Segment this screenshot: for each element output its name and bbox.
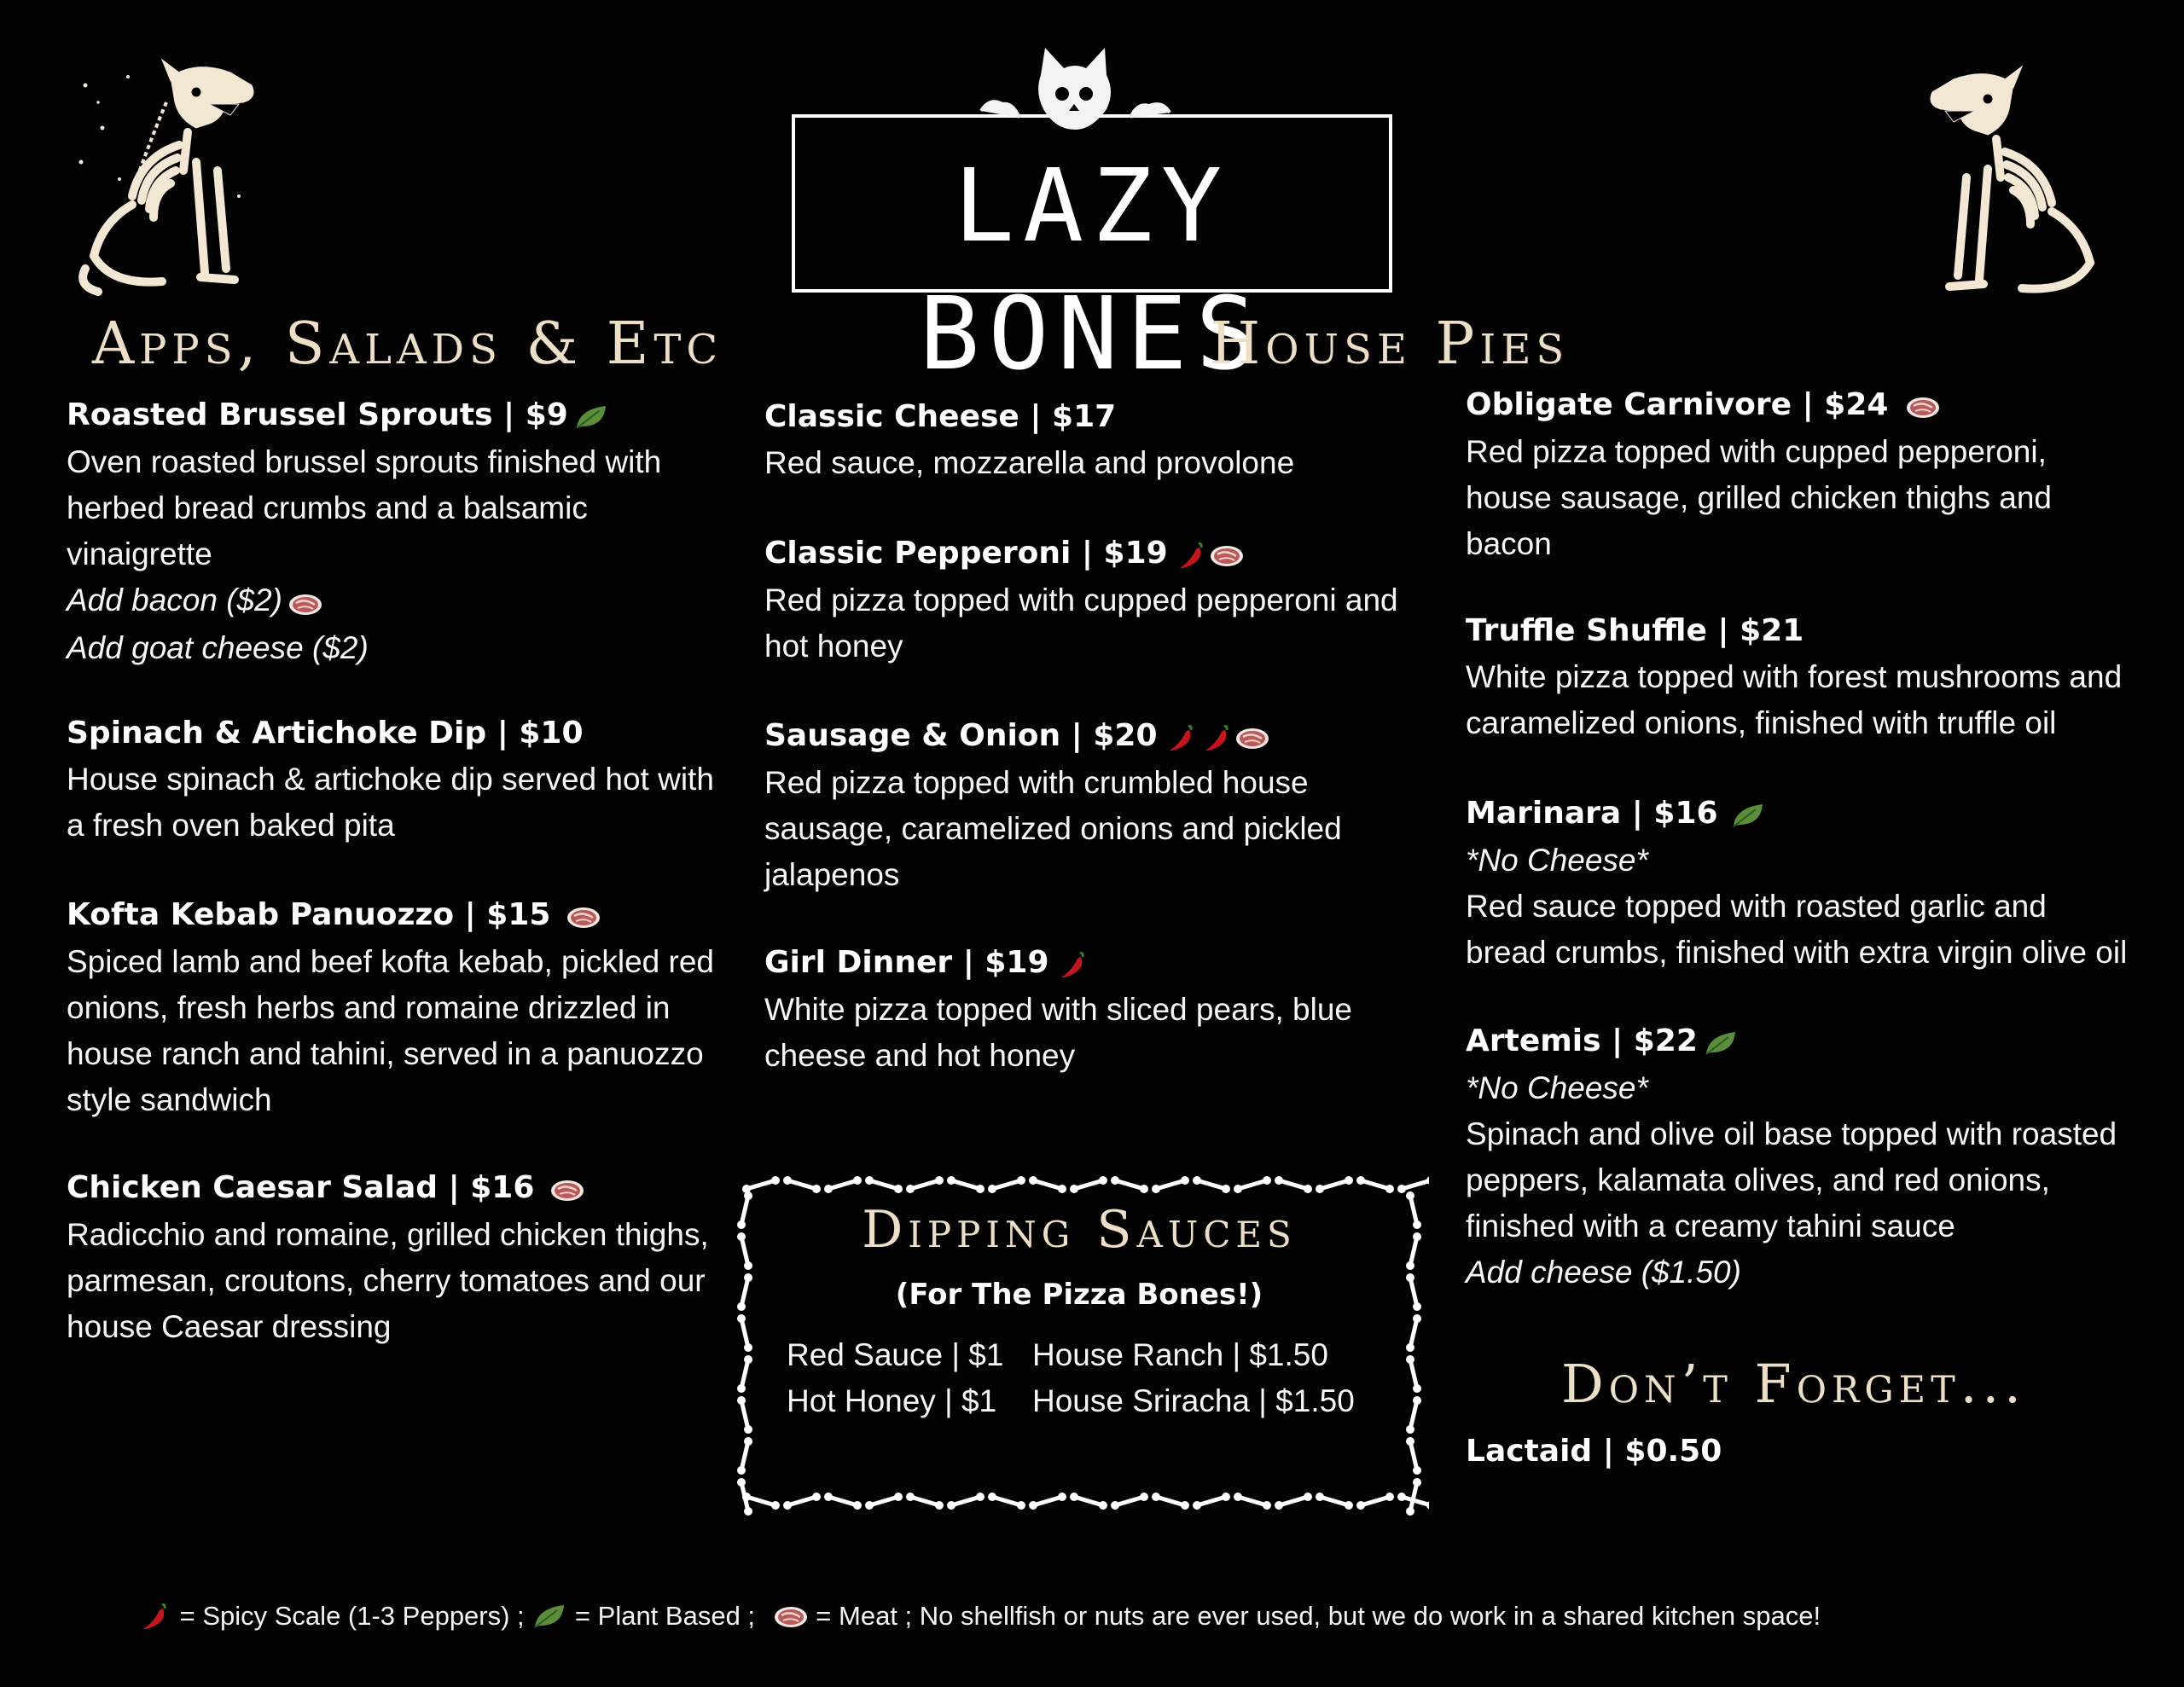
item-description-line: herbed bread crumbs and a balsamic bbox=[67, 490, 588, 525]
meat-icon bbox=[288, 589, 323, 618]
legend-plant-text: = Plant Based ; bbox=[574, 1600, 756, 1631]
item-title: Marinara | $16 bbox=[1466, 796, 1718, 831]
item-title: Sausage & Onion | $20 bbox=[764, 718, 1158, 753]
item-icons bbox=[1730, 791, 1766, 838]
logo-text: LAZY BONES bbox=[919, 147, 1265, 392]
menu-item-girl-dinner bbox=[764, 940, 1352, 1079]
bone-decoration bbox=[1397, 1176, 1429, 1193]
apps-section-title: Apps, Salads & Etc bbox=[92, 310, 723, 378]
item-description-line: a fresh oven baked pita bbox=[67, 808, 395, 843]
item-description-line: sausage, caramelized onions and pickled bbox=[764, 811, 1342, 846]
bone-decoration bbox=[947, 1493, 985, 1510]
bone-decoration bbox=[1316, 1493, 1353, 1510]
item-description-line: White pizza topped with forest mushrooms and bbox=[1466, 659, 2123, 694]
item-title: Artemis | $22 bbox=[1466, 1023, 1698, 1058]
bone-decoration bbox=[742, 1176, 780, 1193]
menu-item-chicken-caesar-salad bbox=[67, 1165, 709, 1350]
bone-decoration bbox=[1111, 1176, 1148, 1193]
bone-decoration bbox=[824, 1176, 862, 1193]
sauce-item: Red Sauce | $1 bbox=[787, 1337, 1004, 1372]
bone-decoration bbox=[1152, 1493, 1189, 1510]
bone-decoration bbox=[1275, 1493, 1312, 1510]
bone-decoration bbox=[1406, 1396, 1421, 1434]
item-title: Truffle Shuffle | $21 bbox=[1466, 613, 1804, 648]
house-pies-section-title: House Pies bbox=[1210, 310, 1570, 378]
menu-item-obligate-carnivore bbox=[1466, 382, 2052, 567]
item-icons bbox=[1173, 531, 1245, 577]
item-description-line: finished with a creamy tahini sauce bbox=[1466, 1209, 1955, 1244]
meat-icon bbox=[549, 1175, 585, 1204]
item-description-line: Radicchio and romaine, grilled chicken thighs, bbox=[67, 1217, 709, 1252]
meat-icon bbox=[1234, 723, 1270, 752]
plant-icon bbox=[531, 1602, 567, 1631]
meat-icon bbox=[773, 1602, 809, 1631]
bone-decoration bbox=[1356, 1176, 1394, 1193]
bone-decoration bbox=[783, 1176, 821, 1193]
bone-decoration bbox=[1193, 1176, 1230, 1193]
item-icons bbox=[549, 1166, 585, 1212]
bone-decoration bbox=[1356, 1493, 1394, 1510]
item-description-line: peppers, kalamata olives, and red onions, bbox=[1466, 1162, 2050, 1197]
item-note: *No Cheese* bbox=[1466, 1070, 1648, 1105]
item-icons bbox=[573, 393, 609, 439]
menu-item-roasted-brussel-sprouts bbox=[67, 392, 661, 671]
menu-item-marinara bbox=[1466, 791, 2127, 976]
item-title: Classic Pepperoni | $19 bbox=[764, 536, 1168, 571]
item-description-line: Spinach and olive oil base topped with roasted bbox=[1466, 1116, 2117, 1151]
bone-decoration bbox=[906, 1493, 944, 1510]
item-description-line: Red pizza topped with cupped pepperoni and bbox=[764, 583, 1398, 617]
plant-icon bbox=[1730, 801, 1766, 830]
bone-decoration bbox=[783, 1493, 821, 1510]
bone-decoration bbox=[1070, 1176, 1107, 1193]
item-title: Roasted Brussel Sprouts | $9 bbox=[67, 397, 568, 432]
skeleton-dog-left-illustration bbox=[68, 51, 273, 299]
plant-icon bbox=[1703, 1029, 1739, 1058]
pepper-icon bbox=[1199, 723, 1234, 752]
addon-text: Add bacon ($2) bbox=[67, 583, 283, 617]
item-title: Girl Dinner | $19 bbox=[764, 945, 1049, 980]
bone-decoration bbox=[1111, 1493, 1148, 1510]
meat-icon bbox=[566, 902, 601, 931]
menu-item-classic-cheese bbox=[764, 394, 1294, 486]
item-description-line: House spinach & artichoke dip served hot with bbox=[67, 762, 714, 797]
bone-decoration bbox=[1234, 1493, 1271, 1510]
item-title: Obligate Carnivore | $24 bbox=[1466, 387, 1889, 422]
sauce-item: House Sriracha | $1.50 bbox=[1032, 1383, 1355, 1418]
bone-decoration bbox=[947, 1176, 985, 1193]
bone-decoration bbox=[1234, 1176, 1271, 1193]
plant-icon bbox=[573, 403, 609, 432]
menu-item-spinach-artichoke-dip bbox=[67, 710, 714, 849]
item-description-line: onions, fresh herbs and romaine drizzled in bbox=[67, 990, 671, 1025]
menu-item-kofta-kebab-panuozzo bbox=[67, 892, 714, 1123]
item-description-line: Red pizza topped with cupped pepperoni, bbox=[1466, 434, 2047, 469]
legend-spicy-text: = Spicy Scale (1-3 Peppers) ; bbox=[179, 1600, 525, 1631]
bone-decoration bbox=[1029, 1176, 1066, 1193]
item-description-line: White pizza topped with sliced pears, blue bbox=[764, 992, 1352, 1027]
bone-decoration bbox=[865, 1493, 903, 1510]
legend-meat-text: = Meat ; No shellfish or nuts are ever used, but we do work in a shared kitchen space! bbox=[816, 1600, 1821, 1631]
bone-decoration bbox=[865, 1176, 903, 1193]
item-description-line: bacon bbox=[1466, 526, 1552, 561]
skeleton-dog-right-illustration bbox=[1911, 58, 2116, 305]
item-description-line: Red sauce, mozzarella and provolone bbox=[764, 445, 1295, 480]
bone-decoration bbox=[737, 1314, 752, 1352]
item-description-line: caramelized onions, finished with truffle oil bbox=[1466, 705, 2057, 740]
item-description-line: house Caesar dressing bbox=[67, 1309, 392, 1344]
bone-decoration bbox=[906, 1176, 944, 1193]
bone-decoration bbox=[737, 1396, 752, 1434]
bone-decoration bbox=[1029, 1493, 1066, 1510]
legend-footer bbox=[136, 1599, 1821, 1632]
pepper-icon bbox=[1173, 541, 1209, 570]
bone-decoration bbox=[1316, 1176, 1353, 1193]
sauce-item: House Ranch | $1.50 bbox=[1032, 1337, 1328, 1372]
item-icons bbox=[566, 893, 601, 939]
bone-decoration bbox=[1152, 1176, 1189, 1193]
menu-item-lactaid: Lactaid | $0.50 bbox=[1466, 1434, 1722, 1469]
bone-decoration bbox=[1406, 1314, 1421, 1352]
bone-decoration bbox=[1070, 1493, 1107, 1510]
meat-icon bbox=[1905, 392, 1941, 421]
sauce-item: Hot Honey | $1 bbox=[787, 1383, 997, 1418]
addon-text: Add goat cheese ($2) bbox=[67, 630, 369, 666]
item-description-line: style sandwich bbox=[67, 1082, 272, 1117]
item-description-line: house ranch and tahini, served in a panuozzo bbox=[67, 1036, 704, 1071]
dont-forget-section-title: Don’t Forget... bbox=[1561, 1353, 2026, 1415]
item-title: Chicken Caesar Salad | $16 bbox=[67, 1170, 535, 1205]
pepper-icon bbox=[136, 1602, 172, 1631]
pepper-icon bbox=[1054, 950, 1090, 979]
dipping-sauces-title: Dipping Sauces bbox=[862, 1200, 1297, 1260]
item-icons bbox=[1905, 383, 1941, 429]
item-description-line: Red sauce topped with roasted garlic and bbox=[1466, 889, 2047, 924]
bone-decoration bbox=[824, 1493, 862, 1510]
addon-text: Add cheese ($1.50) bbox=[1466, 1255, 1741, 1290]
item-description-line: jalapenos bbox=[764, 857, 900, 892]
bone-decoration bbox=[1406, 1355, 1421, 1393]
bone-decoration bbox=[737, 1355, 752, 1393]
item-icons bbox=[1163, 714, 1270, 760]
item-description-line: Spiced lamb and beef kofta kebab, pickled red bbox=[67, 944, 714, 979]
item-description-line: hot honey bbox=[764, 629, 903, 664]
item-description-line: bread crumbs, finished with extra virgin olive oil bbox=[1466, 935, 2128, 970]
menu-item-sausage-onion bbox=[764, 713, 1342, 898]
addon-icons bbox=[288, 579, 323, 625]
bone-decoration bbox=[1275, 1176, 1312, 1193]
item-title: Classic Cheese | $17 bbox=[764, 399, 1117, 434]
item-icons bbox=[1703, 1019, 1739, 1065]
bone-decoration bbox=[737, 1437, 752, 1475]
item-note: *No Cheese* bbox=[1466, 843, 1648, 878]
item-title: Spinach & Artichoke Dip | $10 bbox=[67, 716, 584, 751]
meat-icon bbox=[1209, 541, 1245, 570]
item-description-line: cheese and hot honey bbox=[764, 1038, 1076, 1073]
dipping-sauces-panel bbox=[729, 1162, 1429, 1524]
bone-decoration bbox=[988, 1493, 1025, 1510]
menu-item-classic-pepperoni bbox=[764, 530, 1398, 670]
item-description-line: house sausage, grilled chicken thighs and bbox=[1466, 480, 2053, 515]
bone-decoration bbox=[1406, 1437, 1421, 1475]
pepper-icon bbox=[1163, 723, 1199, 752]
bone-decoration bbox=[988, 1176, 1025, 1193]
item-description-line: Oven roasted brussel sprouts finished with bbox=[67, 444, 662, 479]
bone-decoration bbox=[1193, 1493, 1230, 1510]
item-description-line: Red pizza topped with crumbled house bbox=[764, 765, 1309, 800]
item-description-line: vinaigrette bbox=[67, 536, 212, 571]
item-title: Kofta Kebab Panuozzo | $15 bbox=[67, 897, 551, 932]
menu-item-truffle-shuffle bbox=[1466, 608, 2122, 746]
item-description-line: parmesan, croutons, cherry tomatoes and our bbox=[67, 1263, 706, 1298]
dipping-sauces-subtitle: (For The Pizza Bones!) bbox=[895, 1278, 1263, 1312]
menu-item-artemis bbox=[1466, 1018, 2117, 1296]
item-icons bbox=[1054, 941, 1090, 987]
